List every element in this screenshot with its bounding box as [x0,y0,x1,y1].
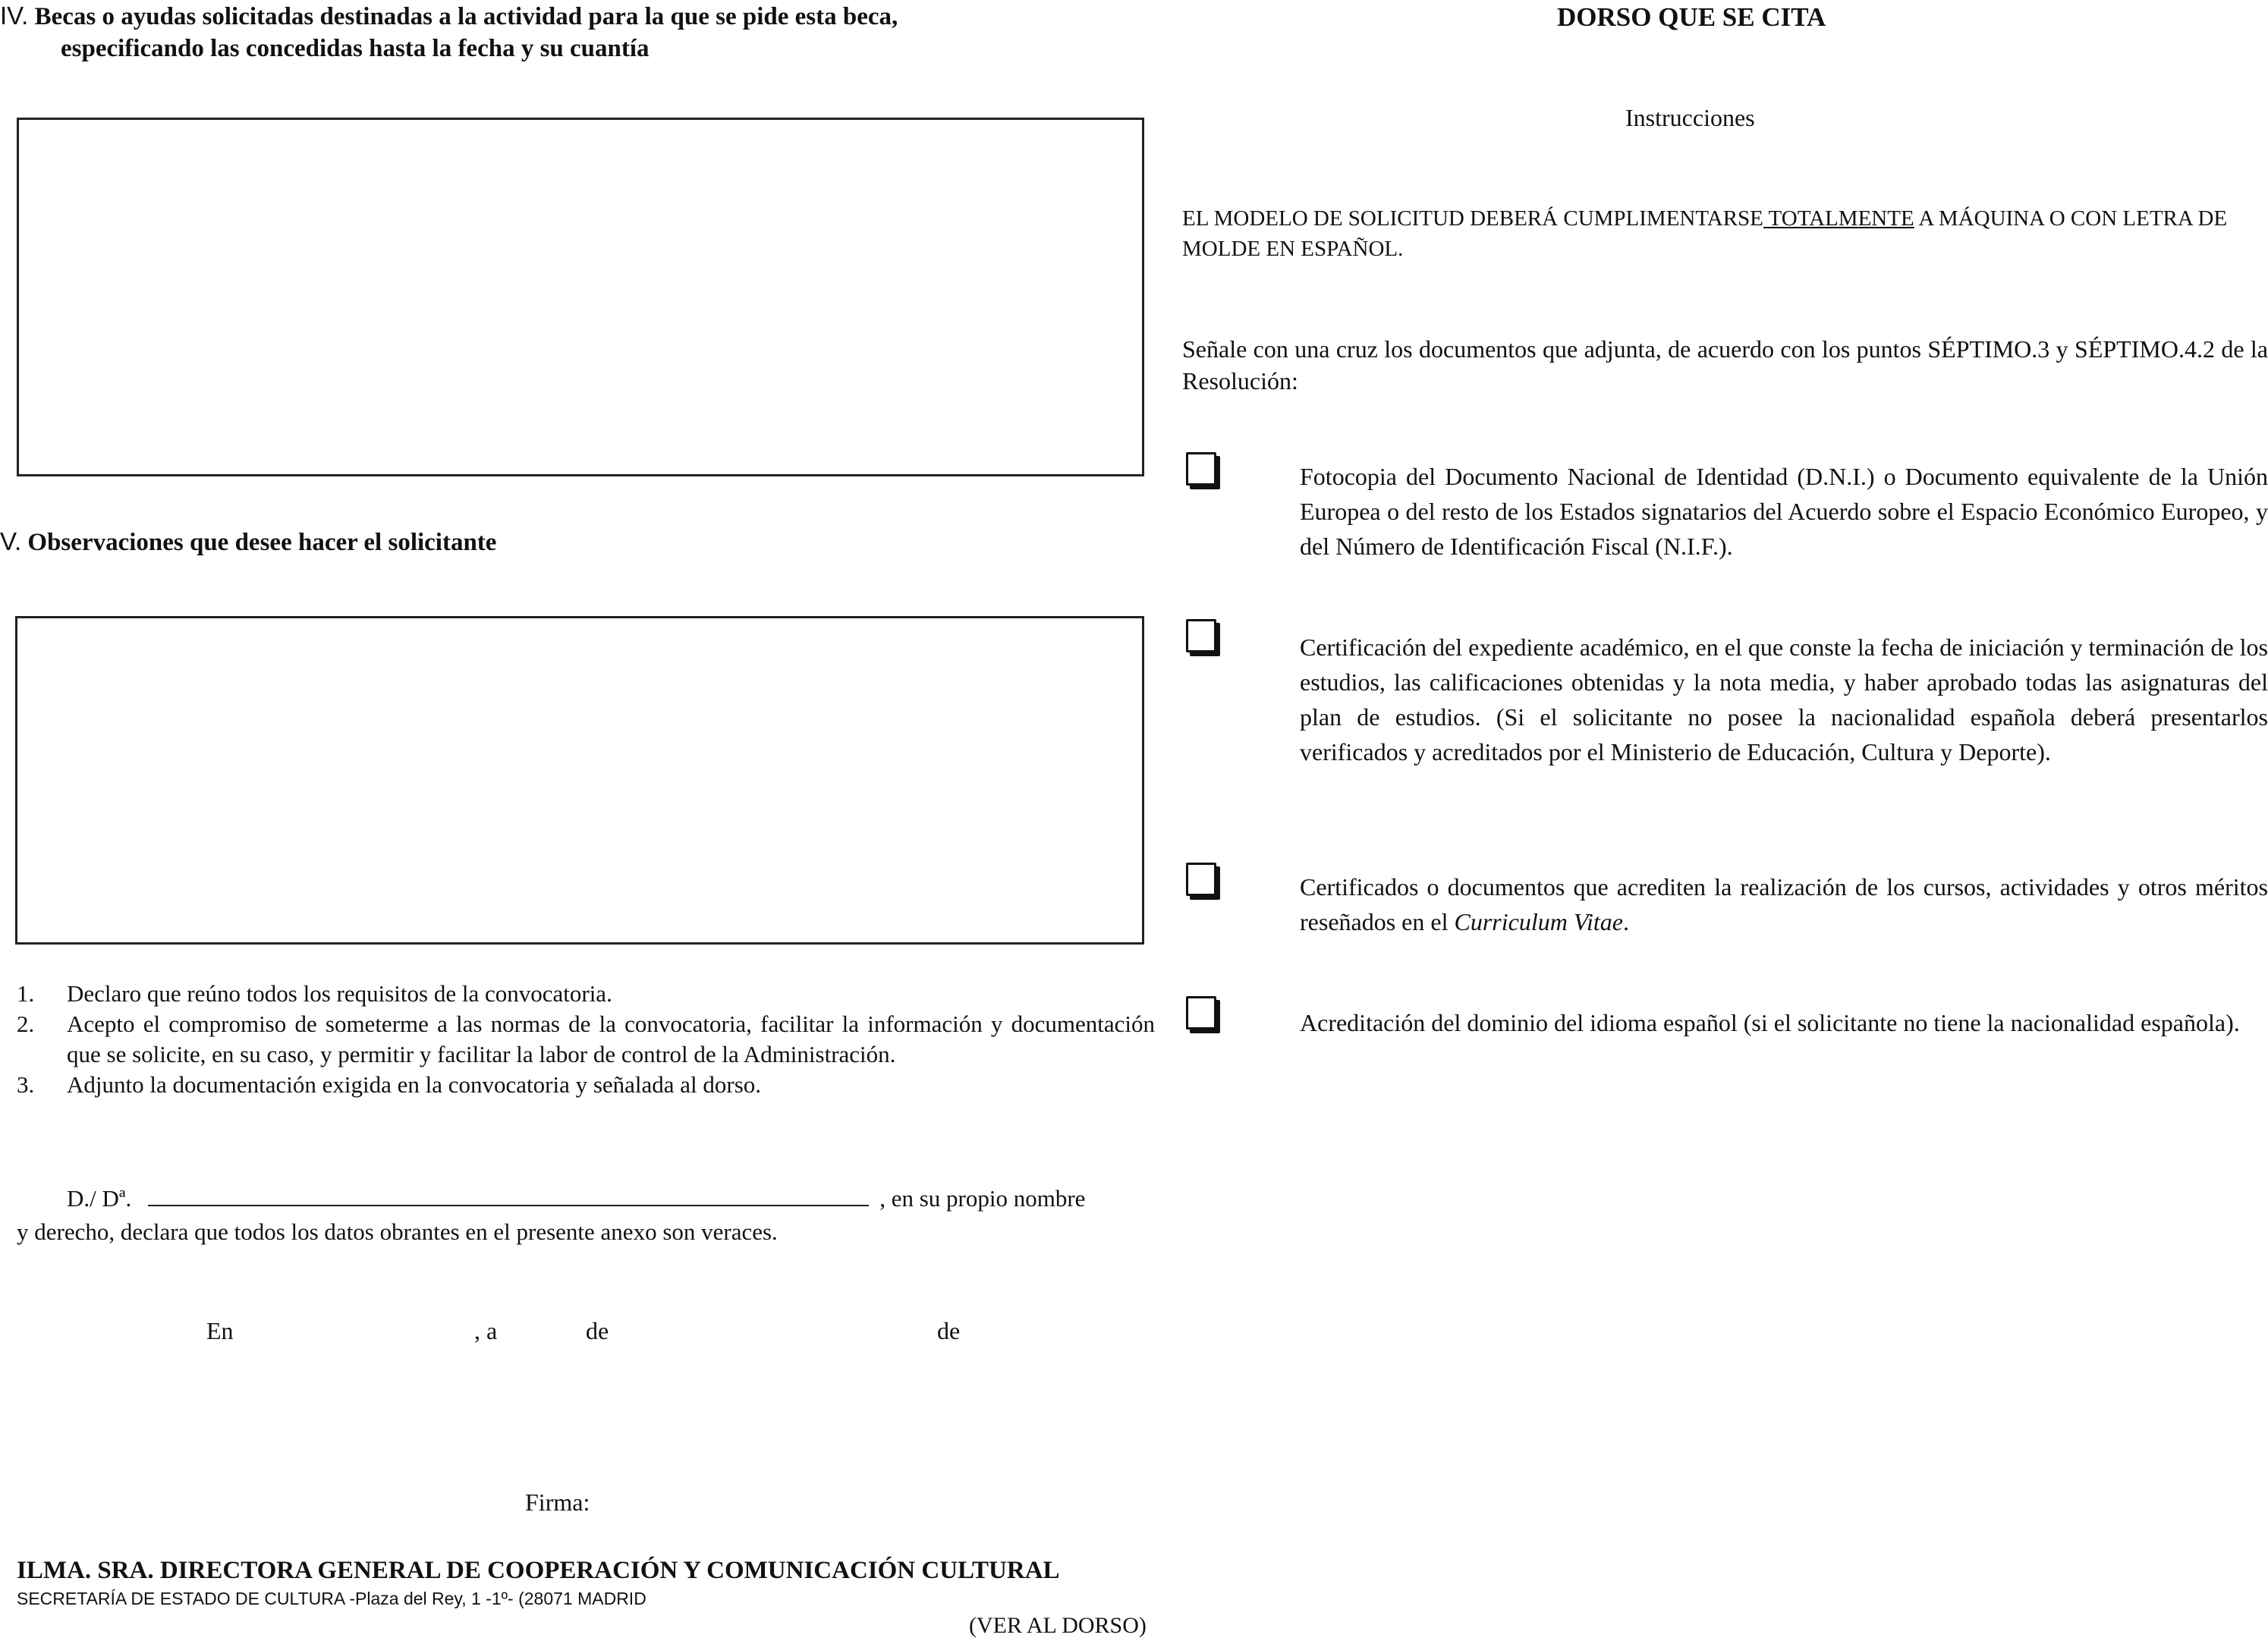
applicant-name-field[interactable] [148,1182,869,1206]
model-notice-text: EL MODELO DE SOLICITUD DEBERÁ CUMPLIMENTARSE [1182,206,1763,231]
applicant-continuation: y derecho, declara que todos los datos obrantes en el presente anexo son veraces. [17,1218,778,1245]
declaration-item [17,1070,1155,1100]
signature-label: Firma: [525,1489,590,1516]
section-v-title [0,526,496,558]
declaration-text: Declaro que reúno todos los requisitos de la convocatoria. [67,980,612,1007]
observaciones-text-box[interactable] [15,616,1144,945]
section-iv-title-line1: Becas o ayudas solicitadas destinadas a la actividad para la que se pide esta beca, [34,3,898,30]
declaration-text: Adjunto la documentación exigida en la convocatoria y señalada al dorso. [67,1071,762,1098]
declaration-number: 3. [17,1071,35,1098]
checkbox-academic-record[interactable] [1186,619,1216,652]
checklist-item-academic-record: Certificación del expediente académico, en el que conste la fecha de iniciación y terminación de los estudios, las calificaciones obtenidas y la nota media, y haber aprobado todas las asignaturas del plan de estudios. (Si el solicitante no posee la nacionalidad española deberá presentarlos verificados y acreditados por el Ministerio de Educación, Cultura y Deporte). [1300,633,2268,765]
section-iv-number: IV. [0,2,29,30]
checkbox-certificates[interactable] [1186,863,1216,896]
checklist-item-spanish-language: Acreditación del dominio del idioma español (si el solicitante no tiene la nacionalidad española). [1300,1009,2240,1036]
checkbox-spanish-language[interactable] [1186,996,1216,1030]
section-iv-title [0,0,1077,64]
declaration-item [17,979,1155,1009]
checklist-instruction: Señale con una cruz los documentos que adjunta, de acuerdo con los puntos SÉPTIMO.3 y SÉPTIMO.4.2 de la Resolución: [1182,335,2268,395]
declarations-list [17,979,1155,1100]
section-v-title-text: Observaciones que desee hacer el solicitante [27,529,497,556]
back-page-title: DORSO QUE SE CITA [1557,2,1826,32]
see-back-note: (VER AL DORSO) [969,1613,1147,1638]
declaration-item [17,1009,1155,1070]
checkbox-dni[interactable] [1186,452,1216,486]
applicant-label: D./ Dª. [67,1185,132,1212]
certificates-text: Certificados o documentos que acrediten la realización de los cursos, actividades y otros méritos reseñados en el [1300,873,2268,935]
model-notice-underlined: TOTALMENTE [1763,206,1914,231]
addressee: ILMA. SRA. DIRECTORA GENERAL DE COOPERACIÓN Y COMUNICACIÓN CULTURAL [17,1557,1060,1584]
section-iv-title-line2: especificando las concedidas hasta la fecha y su cuantía [61,35,650,62]
checklist-item-dni: Fotocopia del Documento Nacional de Identidad (D.N.I.) o Documento equivalente de la Unión Europea o del resto de los Estados signatarios del Acuerdo sobre el Espacio Económico Europeo, y del Número de Identificación Fiscal (N.I.F.). [1300,463,2268,560]
certificates-text-end: . [1622,908,1629,935]
date-label-de-month: de [586,1317,609,1344]
address: SECRETARÍA DE ESTADO DE CULTURA -Plaza del Rey, 1 -1º- (28071 MADRID [17,1589,646,1608]
declaration-number: 2. [17,1011,35,1037]
applicant-declaration [17,1182,1155,1249]
date-label-de-year: de [937,1317,961,1344]
declaration-number: 1. [17,980,35,1007]
applicant-suffix: , en su propio nombre [879,1185,1086,1212]
checklist-item-certificates [1300,869,2268,939]
place-label-en: En [206,1317,234,1344]
becas-text-box[interactable] [17,118,1144,476]
model-notice-tail: A MÁQUINA O CON LETRA DE MOLDE EN ESPAÑOL. [1182,206,2228,261]
date-label-a: , a [474,1317,498,1344]
section-v-number: V. [0,527,22,555]
model-notice [1182,203,2268,264]
instructions-heading: Instrucciones [1625,104,1755,131]
declaration-text: Acepto el compromiso de someterme a las normas de la convocatoria, facilitar la información y documentación que se solicite, en su caso, y permitir y facilitar la labor de control de la Administración. [67,1011,1155,1067]
curriculum-vitae-text: Curriculum Vitae [1454,908,1623,935]
